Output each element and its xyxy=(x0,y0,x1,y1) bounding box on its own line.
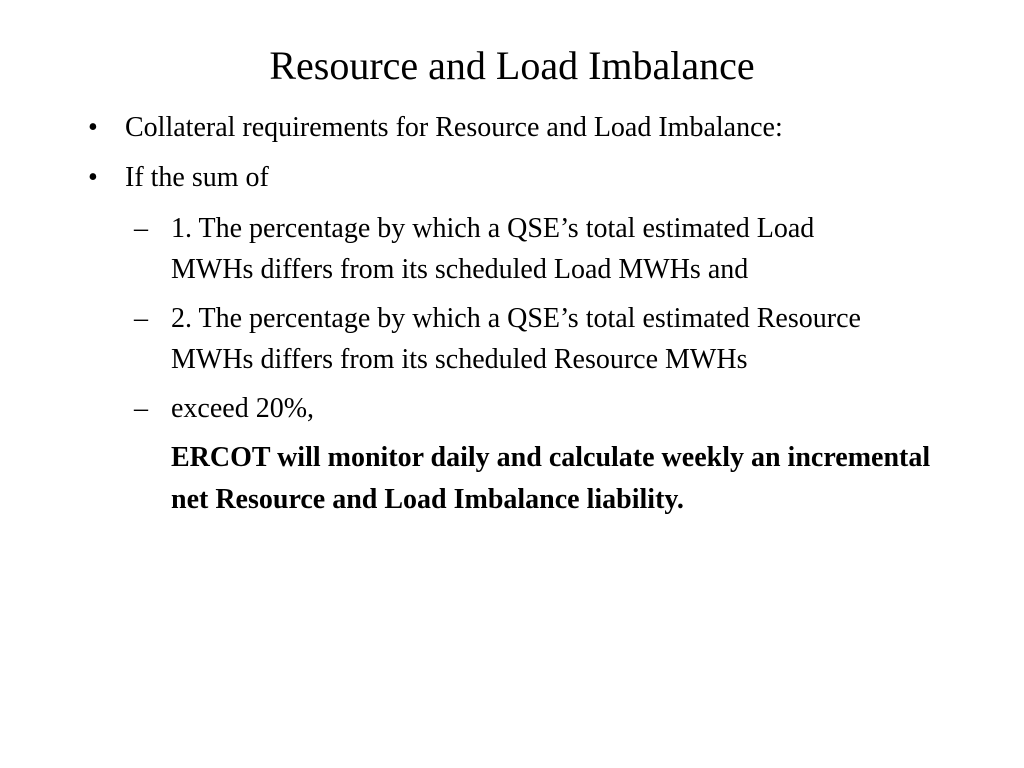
bullet-marker: • xyxy=(88,162,98,193)
sub-bullet-text: 2. The percentage by which a QSE’s total estimated Resource MWHs differs from its scheduled Resource MWHs xyxy=(171,303,861,375)
ercot-conclusion: ERCOT will monitor daily and calculate weekly an incremental net Resource and Load Imbalance liability. xyxy=(171,442,931,515)
sub-bullet-marker: – xyxy=(134,303,148,334)
sub-bullet-text: exceed 20%, xyxy=(171,393,315,424)
bullet-text: Collateral requirements for Resource and Load Imbalance: xyxy=(125,112,783,143)
bullet-text: If the sum of xyxy=(125,162,269,193)
bullet-if-the-sum-of xyxy=(88,158,968,198)
bullet-marker: • xyxy=(88,112,98,143)
bullet-collateral-requirements xyxy=(88,108,968,148)
sub-bullet-text: 1. The percentage by which a QSE’s total estimated Load MWHs differs from its scheduled Load MWHs and xyxy=(171,213,815,285)
slide-title: Resource and Load Imbalance xyxy=(269,43,755,88)
slide-body xyxy=(88,108,968,521)
sub-bullet-resource-percentage xyxy=(134,298,861,380)
sub-bullet-exceed-threshold xyxy=(134,388,861,429)
sub-bullet-load-percentage xyxy=(134,208,861,290)
sub-bullet-marker: – xyxy=(134,213,148,244)
sub-bullet-marker: – xyxy=(134,393,148,424)
